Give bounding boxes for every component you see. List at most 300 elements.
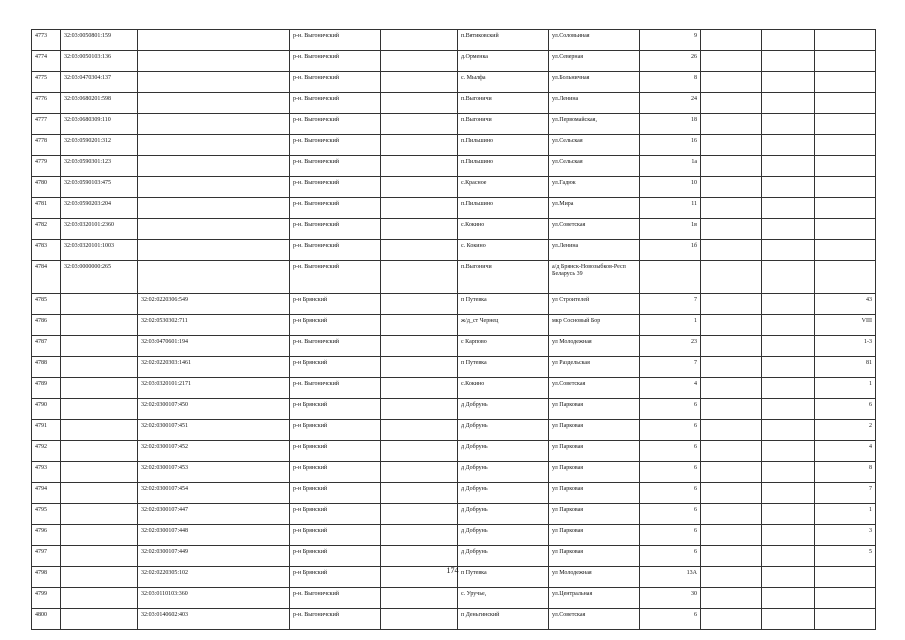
empty-cell — [762, 378, 815, 399]
empty-cell — [381, 240, 458, 261]
property-register-table — [31, 29, 876, 630]
apartment-number-cell — [815, 609, 876, 630]
apartment-number-cell: VIII — [815, 315, 876, 336]
empty-cell — [762, 156, 815, 177]
table-row — [32, 609, 876, 630]
district-cell: р-н Брянский — [290, 525, 381, 546]
locality-cell: п.Пильшино — [458, 156, 549, 177]
empty-cell — [762, 546, 815, 567]
cadastral-number-cell — [61, 504, 138, 525]
cadastral-number-cell — [61, 378, 138, 399]
table-row — [32, 399, 876, 420]
cadastral-number-alt-cell: 32:02:0300107:449 — [138, 546, 290, 567]
table-body — [32, 30, 876, 630]
empty-cell — [762, 588, 815, 609]
house-number-cell: 23 — [640, 336, 701, 357]
cadastral-number-alt-cell: 32:03:0140602:403 — [138, 609, 290, 630]
apartment-number-cell: 1-3 — [815, 336, 876, 357]
cadastral-number-cell: 32:03:0590301:123 — [61, 156, 138, 177]
empty-cell — [381, 336, 458, 357]
locality-cell: с.Кокино — [458, 378, 549, 399]
table-row — [32, 420, 876, 441]
empty-cell — [381, 483, 458, 504]
apartment-number-cell — [815, 114, 876, 135]
row-number-cell: 4796 — [32, 525, 61, 546]
empty-cell — [381, 294, 458, 315]
apartment-number-cell — [815, 72, 876, 93]
apartment-number-cell — [815, 156, 876, 177]
empty-cell — [381, 198, 458, 219]
apartment-number-cell: 7 — [815, 483, 876, 504]
cadastral-number-alt-cell: 32:02:0300107:451 — [138, 420, 290, 441]
empty-cell — [762, 51, 815, 72]
district-cell: р-н. Выгоничский — [290, 588, 381, 609]
empty-cell — [701, 441, 762, 462]
cadastral-number-alt-cell — [138, 93, 290, 114]
row-number-cell: 4773 — [32, 30, 61, 51]
locality-cell: п.Выгоничи — [458, 114, 549, 135]
locality-cell: п Путевка — [458, 294, 549, 315]
street-cell: ул Парковая — [549, 525, 640, 546]
cadastral-number-alt-cell — [138, 72, 290, 93]
locality-cell: п.Выгоничи — [458, 261, 549, 294]
street-cell: ул Парковая — [549, 399, 640, 420]
empty-cell — [762, 399, 815, 420]
cadastral-number-alt-cell: 32:03:0470601:194 — [138, 336, 290, 357]
locality-cell: д.Орменка — [458, 51, 549, 72]
street-cell: ул.Ленина — [549, 240, 640, 261]
district-cell: р-н. Выгоничский — [290, 609, 381, 630]
cadastral-number-cell — [61, 357, 138, 378]
house-number-cell: 6 — [640, 441, 701, 462]
house-number-cell: 6 — [640, 399, 701, 420]
cadastral-number-cell — [61, 588, 138, 609]
street-cell: ул Парковая — [549, 546, 640, 567]
empty-cell — [701, 177, 762, 198]
empty-cell — [701, 483, 762, 504]
empty-cell — [381, 525, 458, 546]
apartment-number-cell: 81 — [815, 357, 876, 378]
table-row — [32, 114, 876, 135]
district-cell: р-н. Выгоничский — [290, 51, 381, 72]
empty-cell — [762, 315, 815, 336]
table-row — [32, 198, 876, 219]
street-cell: ул.Центральная — [549, 588, 640, 609]
empty-cell — [762, 261, 815, 294]
empty-cell — [701, 525, 762, 546]
row-number-cell: 4795 — [32, 504, 61, 525]
cadastral-number-alt-cell — [138, 135, 290, 156]
row-number-cell: 4776 — [32, 93, 61, 114]
district-cell: р-н Брянский — [290, 420, 381, 441]
empty-cell — [762, 30, 815, 51]
table-row — [32, 483, 876, 504]
street-cell: ул Парковая — [549, 420, 640, 441]
table-row — [32, 72, 876, 93]
row-number-cell: 4780 — [32, 177, 61, 198]
cadastral-number-cell: 32:03:0320101:1003 — [61, 240, 138, 261]
table-row — [32, 135, 876, 156]
apartment-number-cell: 3 — [815, 525, 876, 546]
district-cell: р-н. Выгоничский — [290, 219, 381, 240]
empty-cell — [762, 198, 815, 219]
house-number-cell: 6 — [640, 420, 701, 441]
empty-cell — [381, 357, 458, 378]
district-cell: р-н. Выгоничский — [290, 156, 381, 177]
street-cell: ул Раздельская — [549, 357, 640, 378]
apartment-number-cell — [815, 198, 876, 219]
empty-cell — [762, 135, 815, 156]
row-number-cell: 4775 — [32, 72, 61, 93]
empty-cell — [381, 378, 458, 399]
district-cell: р-н. Выгоничский — [290, 135, 381, 156]
empty-cell — [381, 135, 458, 156]
row-number-cell: 4784 — [32, 261, 61, 294]
empty-cell — [381, 441, 458, 462]
locality-cell: п Деньгинский — [458, 609, 549, 630]
cadastral-number-alt-cell: 32:02:0300107:448 — [138, 525, 290, 546]
house-number-cell: 16 — [640, 135, 701, 156]
street-cell: ул.Советская — [549, 219, 640, 240]
table-row — [32, 93, 876, 114]
cadastral-number-cell — [61, 525, 138, 546]
street-cell: ул.Соловьиная — [549, 30, 640, 51]
district-cell: р-н. Выгоничский — [290, 336, 381, 357]
street-cell: ул.Гадюк — [549, 177, 640, 198]
empty-cell — [701, 156, 762, 177]
house-number-cell: 6 — [640, 546, 701, 567]
locality-cell: д Добрунь — [458, 546, 549, 567]
locality-cell: п.Пильшино — [458, 135, 549, 156]
house-number-cell: 6 — [640, 483, 701, 504]
empty-cell — [701, 609, 762, 630]
apartment-number-cell: 8 — [815, 462, 876, 483]
apartment-number-cell — [815, 93, 876, 114]
cadastral-number-alt-cell — [138, 156, 290, 177]
locality-cell: д Добрунь — [458, 483, 549, 504]
street-cell: а/д Брянск-Новозыбков-Респ Беларусь 39 — [549, 261, 640, 294]
cadastral-number-cell — [61, 420, 138, 441]
district-cell: р-н Брянский — [290, 315, 381, 336]
empty-cell — [701, 30, 762, 51]
empty-cell — [762, 294, 815, 315]
empty-cell — [762, 219, 815, 240]
district-cell: р-н Брянский — [290, 567, 381, 588]
cadastral-number-alt-cell — [138, 261, 290, 294]
row-number-cell: 4787 — [32, 336, 61, 357]
locality-cell: д Добрунь — [458, 462, 549, 483]
empty-cell — [762, 609, 815, 630]
row-number-cell: 4779 — [32, 156, 61, 177]
locality-cell: д Добрунь — [458, 441, 549, 462]
apartment-number-cell — [815, 588, 876, 609]
district-cell: р-н. Выгоничский — [290, 240, 381, 261]
house-number-cell: 6 — [640, 462, 701, 483]
locality-cell: п.Вятиковский — [458, 30, 549, 51]
table-row — [32, 546, 876, 567]
empty-cell — [701, 261, 762, 294]
cadastral-number-alt-cell: 32:02:0220303:1461 — [138, 357, 290, 378]
cadastral-number-cell — [61, 399, 138, 420]
street-cell: ул.Ленина — [549, 93, 640, 114]
empty-cell — [381, 177, 458, 198]
empty-cell — [381, 546, 458, 567]
cadastral-number-alt-cell — [138, 177, 290, 198]
row-number-cell: 4794 — [32, 483, 61, 504]
apartment-number-cell: 2 — [815, 420, 876, 441]
district-cell: р-н. Выгоничский — [290, 378, 381, 399]
table-row — [32, 378, 876, 399]
table-row — [32, 156, 876, 177]
cadastral-number-cell: 32:03:0320101:2360 — [61, 219, 138, 240]
empty-cell — [762, 483, 815, 504]
table-row — [32, 261, 876, 294]
house-number-cell: 11 — [640, 198, 701, 219]
empty-cell — [701, 294, 762, 315]
empty-cell — [381, 504, 458, 525]
street-cell: ул Молодежная — [549, 567, 640, 588]
cadastral-number-alt-cell: 32:02:0220306:549 — [138, 294, 290, 315]
table-row — [32, 588, 876, 609]
locality-cell: с.Красное — [458, 177, 549, 198]
empty-cell — [381, 93, 458, 114]
street-cell: ул Парковая — [549, 462, 640, 483]
table-row — [32, 336, 876, 357]
street-cell: ул.Первомайская, — [549, 114, 640, 135]
district-cell: р-н. Выгоничский — [290, 93, 381, 114]
locality-cell: с Карпово — [458, 336, 549, 357]
empty-cell — [701, 420, 762, 441]
cadastral-number-alt-cell — [138, 198, 290, 219]
cadastral-number-cell — [61, 336, 138, 357]
street-cell: ул Парковая — [549, 441, 640, 462]
house-number-cell: 7 — [640, 357, 701, 378]
house-number-cell: 6 — [640, 504, 701, 525]
cadastral-number-alt-cell — [138, 114, 290, 135]
row-number-cell: 4785 — [32, 294, 61, 315]
page-number: 174 — [446, 566, 459, 575]
empty-cell — [701, 336, 762, 357]
apartment-number-cell: 43 — [815, 294, 876, 315]
cadastral-number-cell — [61, 315, 138, 336]
empty-cell — [762, 504, 815, 525]
row-number-cell: 4798 — [32, 567, 61, 588]
empty-cell — [701, 114, 762, 135]
empty-cell — [701, 72, 762, 93]
locality-cell: с. Мылфа — [458, 72, 549, 93]
empty-cell — [762, 93, 815, 114]
empty-cell — [701, 135, 762, 156]
table-row — [32, 504, 876, 525]
table-row — [32, 51, 876, 72]
house-number-cell: 4 — [640, 378, 701, 399]
street-cell: ул.Северная — [549, 51, 640, 72]
apartment-number-cell — [815, 135, 876, 156]
apartment-number-cell — [815, 261, 876, 294]
empty-cell — [762, 72, 815, 93]
row-number-cell: 4789 — [32, 378, 61, 399]
row-number-cell: 4786 — [32, 315, 61, 336]
empty-cell — [701, 315, 762, 336]
empty-cell — [381, 588, 458, 609]
house-number-cell: 6 — [640, 609, 701, 630]
cadastral-number-cell: 32:03:0590103:475 — [61, 177, 138, 198]
house-number-cell: 24 — [640, 93, 701, 114]
locality-cell: п Путевка — [458, 357, 549, 378]
empty-cell — [701, 399, 762, 420]
empty-cell — [701, 357, 762, 378]
cadastral-number-alt-cell: 32:02:0300107:450 — [138, 399, 290, 420]
apartment-number-cell: 5 — [815, 546, 876, 567]
empty-cell — [762, 357, 815, 378]
cadastral-number-cell — [61, 294, 138, 315]
street-cell: ул.Сельская — [549, 135, 640, 156]
empty-cell — [381, 30, 458, 51]
cadastral-number-alt-cell — [138, 51, 290, 72]
locality-cell: д Добрунь — [458, 420, 549, 441]
row-number-cell: 4782 — [32, 219, 61, 240]
table-row — [32, 30, 876, 51]
cadastral-number-cell: 32:03:0050103:136 — [61, 51, 138, 72]
locality-cell: д Добрунь — [458, 525, 549, 546]
row-number-cell: 4799 — [32, 588, 61, 609]
street-cell: мкр Сосновый Бор — [549, 315, 640, 336]
house-number-cell: 1а — [640, 156, 701, 177]
empty-cell — [762, 177, 815, 198]
street-cell: ул.Больничная — [549, 72, 640, 93]
empty-cell — [762, 525, 815, 546]
row-number-cell: 4788 — [32, 357, 61, 378]
empty-cell — [701, 51, 762, 72]
district-cell: р-н Брянский — [290, 294, 381, 315]
district-cell: р-н Брянский — [290, 546, 381, 567]
locality-cell: с.Кокино — [458, 219, 549, 240]
cadastral-number-cell — [61, 546, 138, 567]
cadastral-number-alt-cell: 32:02:0300107:454 — [138, 483, 290, 504]
house-number-cell: 10 — [640, 177, 701, 198]
locality-cell: п.Выгоничи — [458, 93, 549, 114]
empty-cell — [381, 399, 458, 420]
house-number-cell: 13А — [640, 567, 701, 588]
street-cell: ул Парковая — [549, 504, 640, 525]
table-row — [32, 240, 876, 261]
locality-cell: с. Уручье, — [458, 588, 549, 609]
empty-cell — [381, 420, 458, 441]
house-number-cell: 9 — [640, 30, 701, 51]
locality-cell: ж/д_ст Чернец — [458, 315, 549, 336]
district-cell: р-н Брянский — [290, 399, 381, 420]
empty-cell — [762, 240, 815, 261]
empty-cell — [701, 504, 762, 525]
locality-cell: д Добрунь — [458, 399, 549, 420]
cadastral-number-alt-cell: 32:03:0110103:360 — [138, 588, 290, 609]
cadastral-number-alt-cell: 32:03:0320101:2171 — [138, 378, 290, 399]
empty-cell — [381, 219, 458, 240]
apartment-number-cell: 1 — [815, 378, 876, 399]
cadastral-number-alt-cell: 32:02:0300107:447 — [138, 504, 290, 525]
cadastral-number-cell — [61, 462, 138, 483]
empty-cell — [762, 114, 815, 135]
row-number-cell: 4783 — [32, 240, 61, 261]
house-number-cell: 1б — [640, 240, 701, 261]
table-row — [32, 441, 876, 462]
empty-cell — [762, 336, 815, 357]
empty-cell — [762, 462, 815, 483]
apartment-number-cell — [815, 240, 876, 261]
table-row — [32, 357, 876, 378]
cadastral-number-cell: 32:03:0680201:598 — [61, 93, 138, 114]
cadastral-number-cell — [61, 609, 138, 630]
locality-cell: д Добрунь — [458, 504, 549, 525]
empty-cell — [762, 441, 815, 462]
table-row — [32, 219, 876, 240]
row-number-cell: 4793 — [32, 462, 61, 483]
house-number-cell: 8 — [640, 72, 701, 93]
cadastral-number-cell: 32:03:0470304:137 — [61, 72, 138, 93]
house-number-cell: 1в — [640, 219, 701, 240]
street-cell: ул.Советская — [549, 378, 640, 399]
apartment-number-cell — [815, 219, 876, 240]
empty-cell — [701, 198, 762, 219]
row-number-cell: 4774 — [32, 51, 61, 72]
district-cell: р-н. Выгоничский — [290, 198, 381, 219]
street-cell: ул Молодежная — [549, 336, 640, 357]
empty-cell — [701, 462, 762, 483]
apartment-number-cell — [815, 177, 876, 198]
apartment-number-cell — [815, 30, 876, 51]
empty-cell — [381, 315, 458, 336]
district-cell: р-н. Выгоничский — [290, 30, 381, 51]
empty-cell — [701, 219, 762, 240]
cadastral-number-alt-cell: 32:02:0530302:711 — [138, 315, 290, 336]
cadastral-number-alt-cell — [138, 219, 290, 240]
cadastral-number-alt-cell: 32:02:0300107:453 — [138, 462, 290, 483]
empty-cell — [701, 588, 762, 609]
table-row — [32, 525, 876, 546]
house-number-cell: 6 — [640, 525, 701, 546]
district-cell: р-н Брянский — [290, 462, 381, 483]
apartment-number-cell — [815, 51, 876, 72]
table-row — [32, 294, 876, 315]
locality-cell: п.Пильшино — [458, 198, 549, 219]
row-number-cell: 4790 — [32, 399, 61, 420]
empty-cell — [381, 72, 458, 93]
empty-cell — [381, 114, 458, 135]
street-cell: ул.Сельская — [549, 156, 640, 177]
cadastral-number-alt-cell — [138, 30, 290, 51]
district-cell: р-н. Выгоничский — [290, 177, 381, 198]
street-cell: ул Строителей — [549, 294, 640, 315]
row-number-cell: 4781 — [32, 198, 61, 219]
empty-cell — [381, 609, 458, 630]
cadastral-number-cell: 32:03:0000000:265 — [61, 261, 138, 294]
house-number-cell: 26 — [640, 51, 701, 72]
cadastral-number-cell: 32:03:0050801:159 — [61, 30, 138, 51]
house-number-cell: 7 — [640, 294, 701, 315]
street-cell: ул.Советская — [549, 609, 640, 630]
table-row — [32, 315, 876, 336]
row-number-cell: 4792 — [32, 441, 61, 462]
empty-cell — [701, 546, 762, 567]
row-number-cell: 4777 — [32, 114, 61, 135]
empty-cell — [762, 420, 815, 441]
district-cell: р-н Брянский — [290, 357, 381, 378]
cadastral-number-cell — [61, 441, 138, 462]
house-number-cell: 1 — [640, 315, 701, 336]
house-number-cell: 30 — [640, 588, 701, 609]
empty-cell — [381, 462, 458, 483]
street-cell: ул.Мира — [549, 198, 640, 219]
